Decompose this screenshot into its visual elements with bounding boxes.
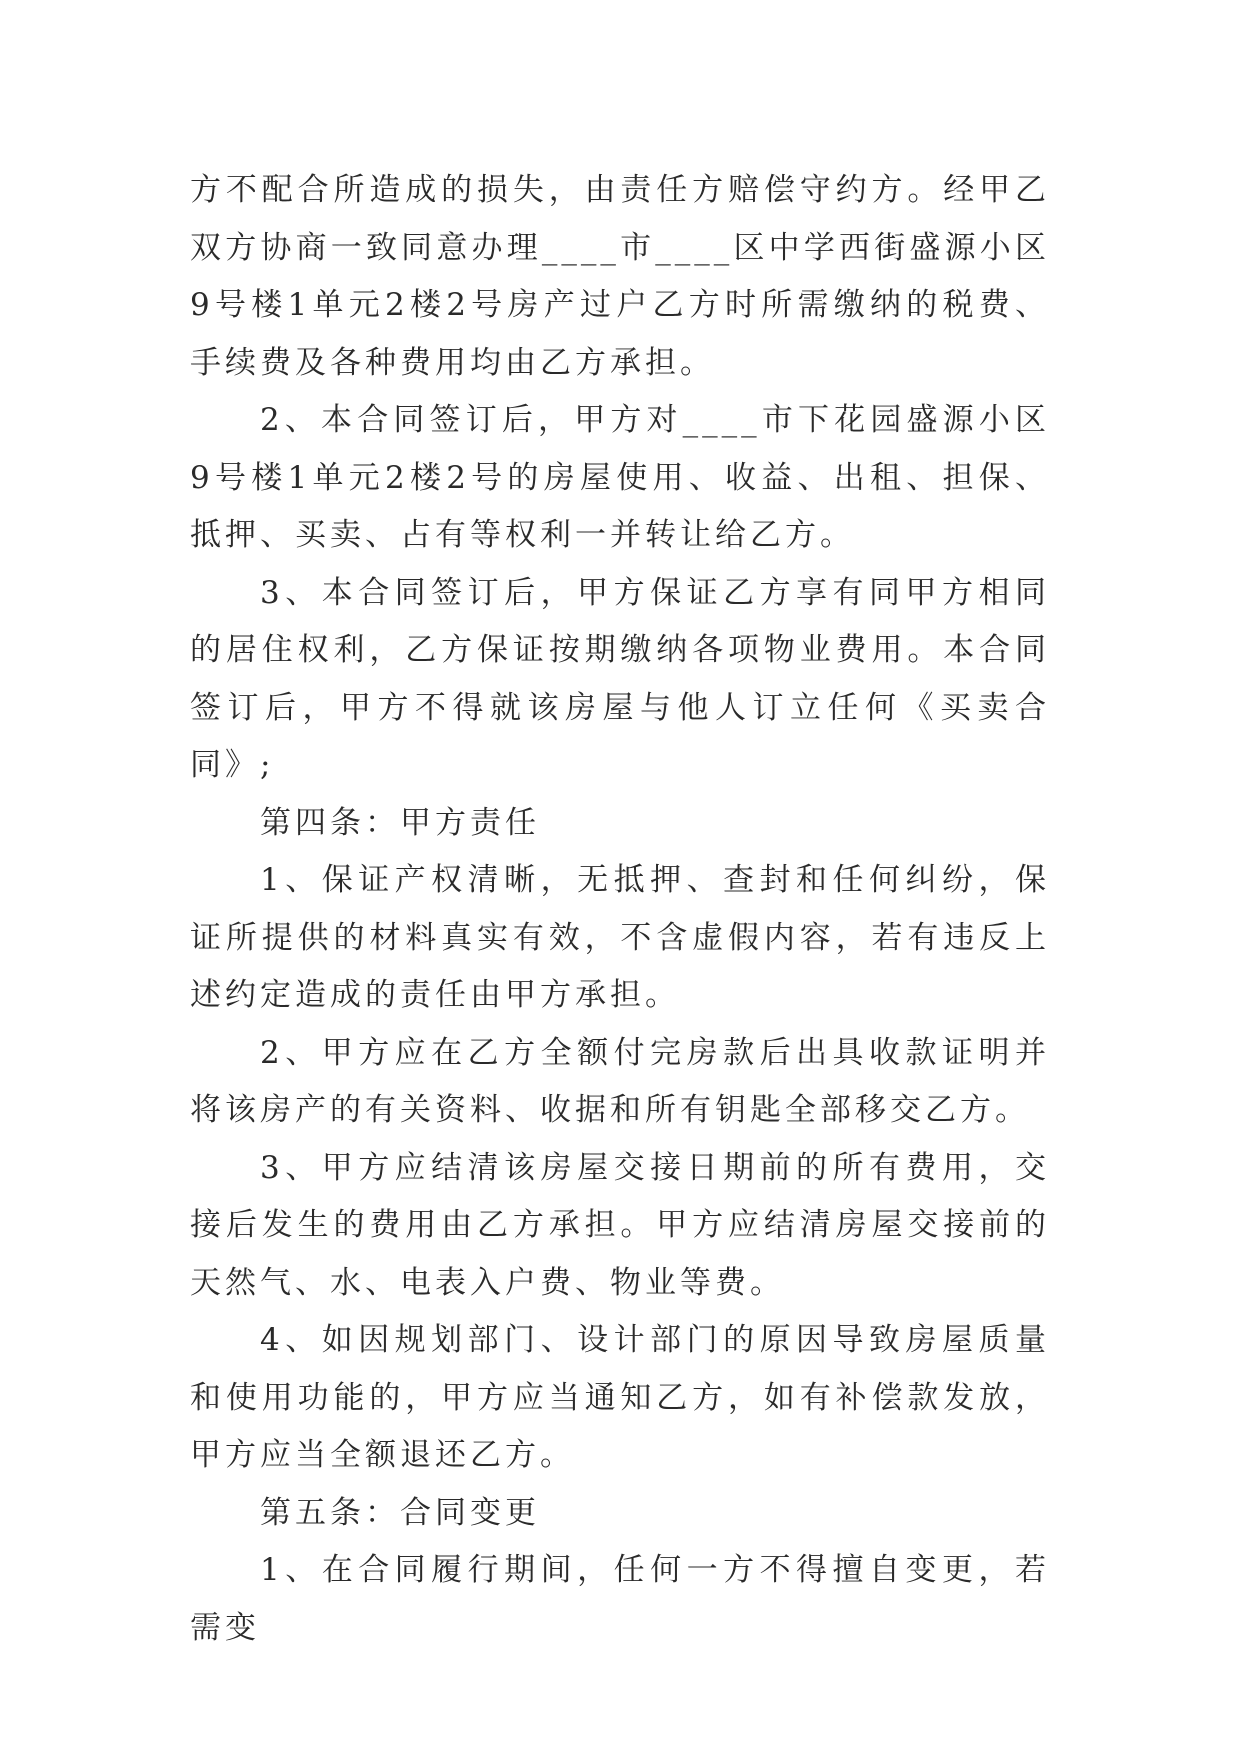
paragraph-clause-3: 3、本合同签订后，甲方保证乙方享有同甲方相同的居住权利，乙方保证按期缴纳各项物业费用。本合同签订后，甲方不得就该房屋与他人订立任何《买卖合同》; [190,574,1050,783]
paragraph-clause-2: 2、本合同签订后，甲方对____市下花园盛源小区9号楼1单元2楼2号的房屋使用、收益、出租、担保、抵押、买卖、占有等权利一并转让给乙方。 [190,402,1050,553]
paragraph-article-4-item-1: 1、保证产权清晰，无抵押、查封和任何纠纷，保证所提供的材料真实有效，不含虚假内容，若有违反上述约定造成的责任由甲方承担。 [190,862,1050,1013]
paragraph-article-4-item-3: 3、甲方应结清该房屋交接日期前的所有费用，交接后发生的费用由乙方承担。甲方应结清房屋交接前的天然气、水、电表入户费、物业等费。 [190,1149,1050,1301]
section-heading-article-4: 第四条：甲方责任 [260,804,540,841]
section-heading-article-5: 第五条：合同变更 [260,1494,540,1531]
paragraph-continuation: 方不配合所造成的损失，由责任方赔偿守约方。经甲乙双方协商一致同意办理____市____区中学西街盛源小区9号楼1单元2楼2号房产过户乙方时所需缴纳的税费、手续费及各种费用均由乙方承担。 [190,172,1050,381]
paragraph-article-4-item-4: 4、如因规划部门、设计部门的原因导致房屋质量和使用功能的，甲方应当通知乙方，如有补偿款发放，甲方应当全额退还乙方。 [190,1322,1050,1473]
document-body [190,162,1050,1657]
paragraph-article-4-item-2: 2、甲方应在乙方全额付完房款后出具收款证明并将该房产的有关资料、收据和所有钥匙全部移交乙方。 [190,1034,1050,1128]
paragraph-article-5-item-1: 1、在合同履行期间，任何一方不得擅自变更，若需变 [190,1552,1050,1646]
